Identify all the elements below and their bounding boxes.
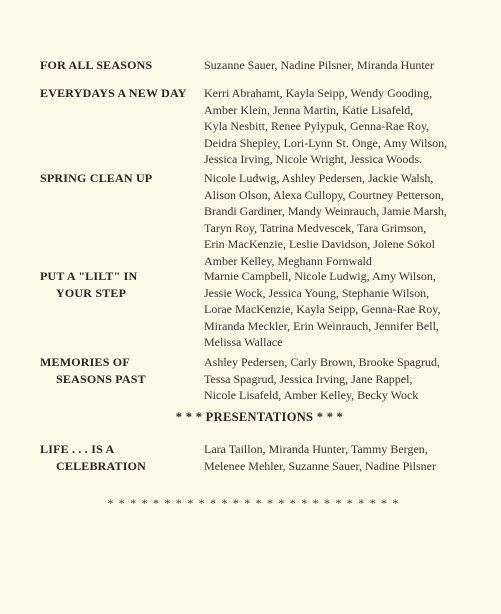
program-cast-line: Nicole Ludwig, Ashley Pedersen, Jackie Walsh, bbox=[204, 171, 434, 185]
presentation-title bbox=[40, 441, 200, 474]
presentations-heading: * * * PRESENTATIONS * * * bbox=[175, 410, 344, 424]
program-cast-line: Nicole Lisafeld, Amber Kelley, Becky Wock bbox=[204, 388, 419, 402]
program-cast-line: Kyla Nesbitt, Renee Pylypuk, Genna-Rae Roy, bbox=[204, 119, 430, 133]
program-cast-line: Melissa Wallace bbox=[204, 335, 283, 349]
presentation-cast-list bbox=[204, 441, 496, 474]
program-cast-line: Tessa Spagrud, Jessica Irving, Jane Rappel, bbox=[204, 371, 413, 386]
program-cast-line: Jessica Irving, Nicole Wright, Jessica Woods. bbox=[204, 152, 423, 166]
footer-star-divider: * * * * * * * * * * * * * * * * * * * * * * * * * * bbox=[107, 496, 400, 510]
program-title-line: FOR ALL SEASONS bbox=[40, 58, 153, 72]
program-title bbox=[40, 85, 200, 102]
program-cast-line: Kerri Abrahamt, Kayla Seipp, Wendy Gooding, bbox=[204, 86, 433, 100]
program-title bbox=[40, 268, 200, 301]
presentation-cast-line: Lara Taillon, Miranda Hunter, Tammy Bergen, bbox=[204, 442, 428, 456]
program-title bbox=[40, 57, 200, 74]
program-cast-line: Erin MacKenzie, Leslie Davidson, Jolene Sokol bbox=[204, 237, 435, 251]
program-cast-list bbox=[204, 85, 496, 168]
program-cast-line: Ashley Pedersen, Carly Brown, Brooke Spagrud, bbox=[204, 355, 440, 369]
program-cast-line: Amber Klein, Jenna Martin, Katie Lisafeld, bbox=[204, 102, 414, 117]
program-title-line: SPRING CLEAN UP bbox=[40, 171, 153, 185]
program-cast-line: Marnie Campbell, Nicole Ludwig, Amy Wilson, bbox=[204, 269, 436, 283]
program-cast-list bbox=[204, 268, 496, 351]
program-cast-line: Lorae MacKenzie, Kayla Seipp, Genna-Rae Roy, bbox=[204, 302, 441, 316]
program-title-line: EVERYDAYS A NEW DAY bbox=[40, 86, 187, 100]
program-title-line: PUT A "LILT" IN bbox=[40, 269, 138, 283]
program-cast-list bbox=[204, 354, 496, 404]
presentation-title-line: LIFE . . . IS A bbox=[40, 442, 115, 456]
presentation-cast-line: Melenee Mehler, Suzanne Sauer, Nadine Pilsner bbox=[204, 458, 436, 473]
program-title bbox=[40, 354, 200, 387]
program-cast-line: Suzanne Sauer, Nadine Pilsner, Miranda Hunter bbox=[204, 58, 434, 72]
program-cast-line: Deidra Shepley, Lori-Lynn St. Onge, Amy Wilson, bbox=[204, 135, 448, 150]
program-cast-line: Amber Kelley, Meghann Fornwald bbox=[204, 253, 372, 268]
program-cast-list bbox=[204, 170, 496, 269]
program-cast-line: Jessie Wock, Jessica Young, Stephanie Wilson, bbox=[204, 285, 430, 300]
program-cast-line: Taryn Roy, Tatrina Medvescek, Tara Grimson, bbox=[204, 220, 427, 235]
program-title-line: MEMORIES OF bbox=[40, 355, 130, 369]
program-cast-line: Alison Olson, Alexa Cullopy, Courtney Petterson, bbox=[204, 187, 444, 202]
presentation-title-line: CELEBRATION bbox=[56, 458, 146, 473]
program-cast-list bbox=[204, 57, 496, 74]
program-cast-line: Miranda Meckler, Erin Weinrauch, Jennifer Bell, bbox=[204, 318, 439, 333]
program-cast-line: Brandi Gardiner, Mandy Weinrauch, Jamie Marsh, bbox=[204, 204, 447, 218]
program-title-line: YOUR STEP bbox=[56, 285, 127, 300]
program-title bbox=[40, 170, 200, 187]
program-title-line: SEASONS PAST bbox=[56, 371, 146, 386]
